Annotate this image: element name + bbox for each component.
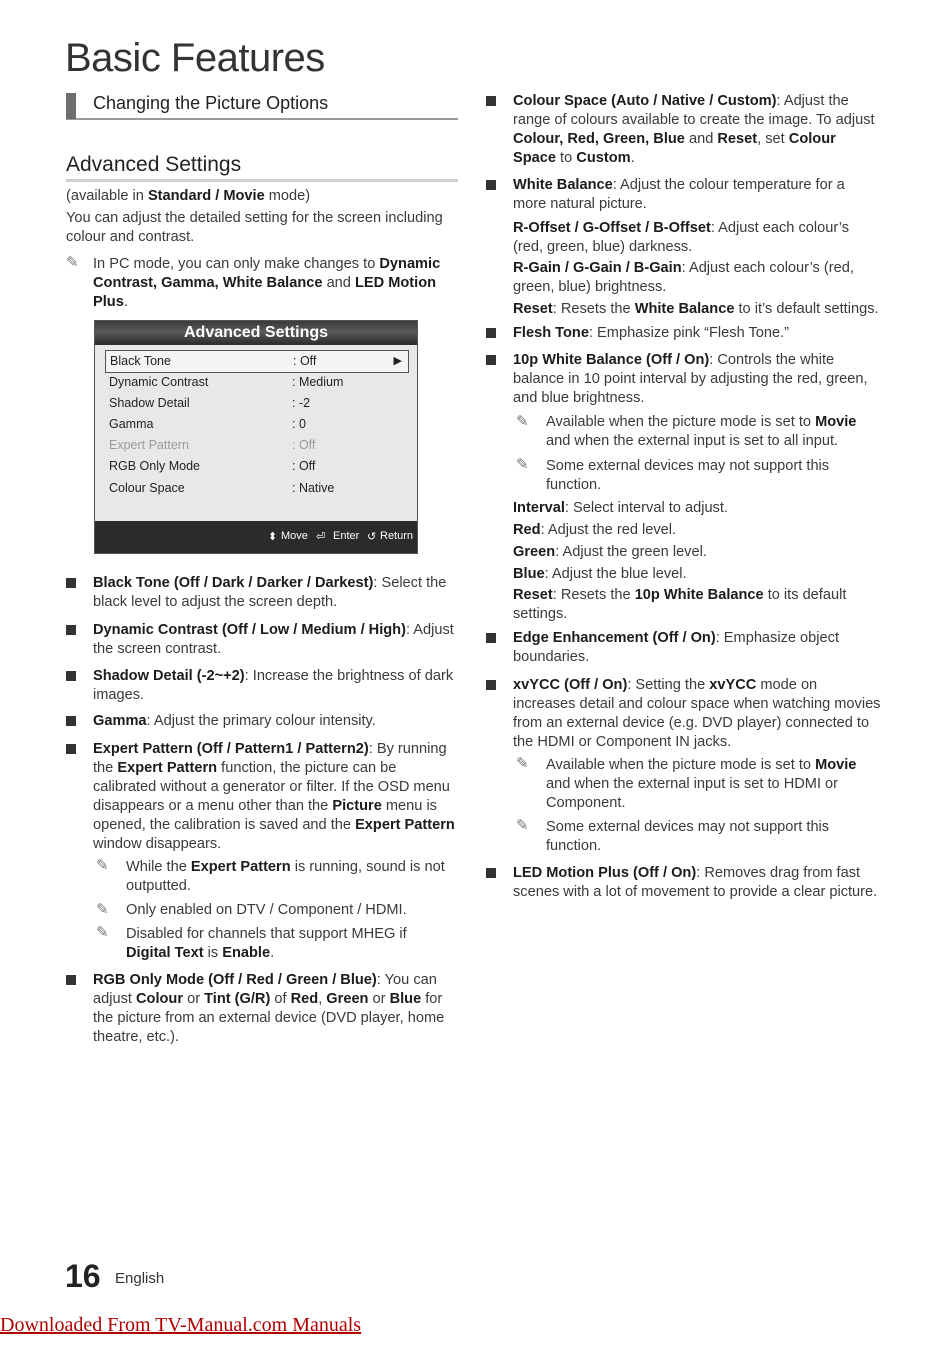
menu-row-shadow-detail[interactable]: Shadow Detail : -2: [109, 396, 311, 410]
pencil-note-icon: ✎: [516, 456, 529, 473]
section-heading: [66, 92, 458, 120]
menu-row-expert-pattern: Expert Pattern : Off: [109, 438, 316, 452]
square-bullet-icon: [486, 868, 496, 878]
item-shadow-detail: Shadow Detail (-2~+2): Increase the brightness of dark images.: [93, 668, 454, 703]
square-bullet-icon: [486, 180, 496, 190]
availability-text: (available in Standard / Movie mode): [66, 188, 311, 204]
expert-pattern-note-2: Only enabled on DTV / Component / HDMI.: [126, 902, 407, 918]
white-balance-gain: R-Gain / G-Gain / B-Gain: Adjust each colour’s (red, green, blue) brightness.: [513, 260, 854, 295]
pencil-note-icon: ✎: [66, 254, 79, 271]
square-bullet-icon: [66, 975, 76, 985]
move-label: Move: [281, 530, 308, 542]
10p-note-2: Some external devices may not support this function.: [546, 458, 830, 493]
menu-footer: [95, 521, 417, 553]
page-title: Basic Features: [65, 36, 325, 80]
item-rgb-only-mode: RGB Only Mode (Off / Red / Green / Blue): You can adjust Colour or Tint (G/R) of Red, Green or Blue for the picture from an external device (DVD player, home theatre, etc.).: [93, 972, 445, 1045]
advanced-settings-menu: [94, 320, 418, 554]
intro-text: You can adjust the detailed setting for the screen including colour and contrast.: [66, 210, 443, 245]
square-bullet-icon: [486, 96, 496, 106]
expert-pattern-note-3: Disabled for channels that support MHEG if Digital Text is Enable.: [126, 926, 407, 961]
10p-red: Red: Adjust the red level.: [513, 522, 677, 538]
item-colour-space: Colour Space (Auto / Native / Custom): Adjust the range of colours available to create the image. To adjust Colour, Red, Green, Blue and Reset, set Colour Space to Custom.: [513, 93, 875, 166]
pencil-note-icon: ✎: [516, 817, 529, 834]
square-bullet-icon: [66, 578, 76, 588]
page-language: English: [115, 1270, 165, 1287]
section-title: Changing the Picture Options: [93, 93, 329, 113]
item-expert-pattern: Expert Pattern (Off / Pattern1 / Pattern2): By running the Expert Pattern function, the picture can be calibrated without a generator or filter. If the OSD menu disappears or a menu other than the Picture menu is opened, the calibration is saved and the Expert Pattern window disappears.: [93, 741, 455, 852]
pc-mode-note: In PC mode, you can only make changes to Dynamic Contrast, Gamma, White Balance and LED Motion Plus.: [93, 256, 441, 310]
10p-reset: Reset: Resets the 10p White Balance to its default settings.: [513, 587, 847, 622]
menu-row-rgb-only-mode[interactable]: RGB Only Mode : Off: [109, 459, 316, 473]
menu-row-black-tone[interactable]: Black Tone : Off ▶: [105, 350, 409, 373]
10p-note-1: Available when the picture mode is set to Movie and when the external input is set to all input.: [546, 414, 857, 449]
10p-green: Green: Adjust the green level.: [513, 544, 707, 560]
menu-title: Advanced Settings: [95, 321, 417, 345]
pencil-note-icon: ✎: [516, 413, 529, 430]
pencil-note-icon: ✎: [96, 901, 109, 918]
return-icon: ↺: [367, 531, 377, 543]
10p-interval: Interval: Select interval to adjust.: [513, 500, 728, 516]
return-label: Return: [380, 530, 414, 542]
square-bullet-icon: [66, 625, 76, 635]
item-edge-enhancement: Edge Enhancement (Off / On): Emphasize object boundaries.: [513, 630, 840, 665]
item-10p-white-balance: 10p White Balance (Off / On): Controls the white balance in 10 point interval by adjusting the red, green, and blue brightness.: [513, 352, 868, 406]
menu-body: [95, 345, 417, 521]
xvycc-note-1: Available when the picture mode is set to Movie and when the external input is set to HDMI or Component.: [546, 757, 857, 811]
expert-pattern-note-1: While the Expert Pattern is running, sound is not outputted.: [126, 859, 445, 894]
subsection-title: Advanced Settings: [66, 153, 242, 176]
item-black-tone: Black Tone (Off / Dark / Darker / Darkest): Select the black level to adjust the screen depth.: [93, 575, 447, 610]
square-bullet-icon: [66, 671, 76, 681]
xvycc-note-2: Some external devices may not support this function.: [546, 819, 830, 854]
pencil-note-icon: ✎: [516, 755, 529, 772]
square-bullet-icon: [486, 355, 496, 365]
enter-icon: ⏎: [316, 531, 326, 543]
item-flesh-tone: Flesh Tone: Emphasize pink “Flesh Tone.”: [513, 325, 790, 341]
menu-row-gamma[interactable]: Gamma : 0: [109, 417, 306, 431]
enter-label: Enter: [333, 530, 360, 542]
item-gamma: Gamma: Adjust the primary colour intensity.: [93, 713, 376, 729]
download-source-link[interactable]: Downloaded From TV-Manual.com Manuals: [0, 1314, 362, 1336]
square-bullet-icon: [66, 744, 76, 754]
white-balance-reset: Reset: Resets the White Balance to it’s default settings.: [513, 301, 879, 317]
square-bullet-icon: [486, 633, 496, 643]
section-marker: [66, 93, 76, 119]
page-number: 16: [65, 1258, 101, 1294]
pencil-note-icon: ✎: [96, 924, 109, 941]
white-balance-offset: R-Offset / G-Offset / B-Offset: Adjust each colour’s (red, green, blue) darkness.: [513, 220, 850, 255]
square-bullet-icon: [486, 328, 496, 338]
item-xvycc: xvYCC (Off / On): Setting the xvYCC mode on increases detail and colour space when watching movies from an external device (e.g. DVD player) connected to the HDMI or Component IN jacks.: [513, 677, 881, 750]
square-bullet-icon: [486, 680, 496, 690]
menu-row-dynamic-contrast[interactable]: Dynamic Contrast : Medium: [109, 375, 344, 389]
arrow-right-icon: ▶: [393, 355, 402, 367]
subsection-heading: [66, 153, 458, 182]
move-icon: ⬍: [268, 531, 278, 543]
menu-row-colour-space[interactable]: Colour Space : Native: [109, 481, 335, 495]
item-dynamic-contrast: Dynamic Contrast (Off / Low / Medium / High): Adjust the screen contrast.: [93, 622, 454, 657]
item-white-balance: White Balance: Adjust the colour temperature for a more natural picture.: [513, 177, 845, 212]
10p-blue: Blue: Adjust the blue level.: [513, 566, 687, 582]
square-bullet-icon: [66, 716, 76, 726]
pencil-note-icon: ✎: [96, 857, 109, 874]
item-led-motion-plus: LED Motion Plus (Off / On): Removes drag from fast scenes with a lot of movement to provide a clear picture.: [513, 865, 878, 900]
